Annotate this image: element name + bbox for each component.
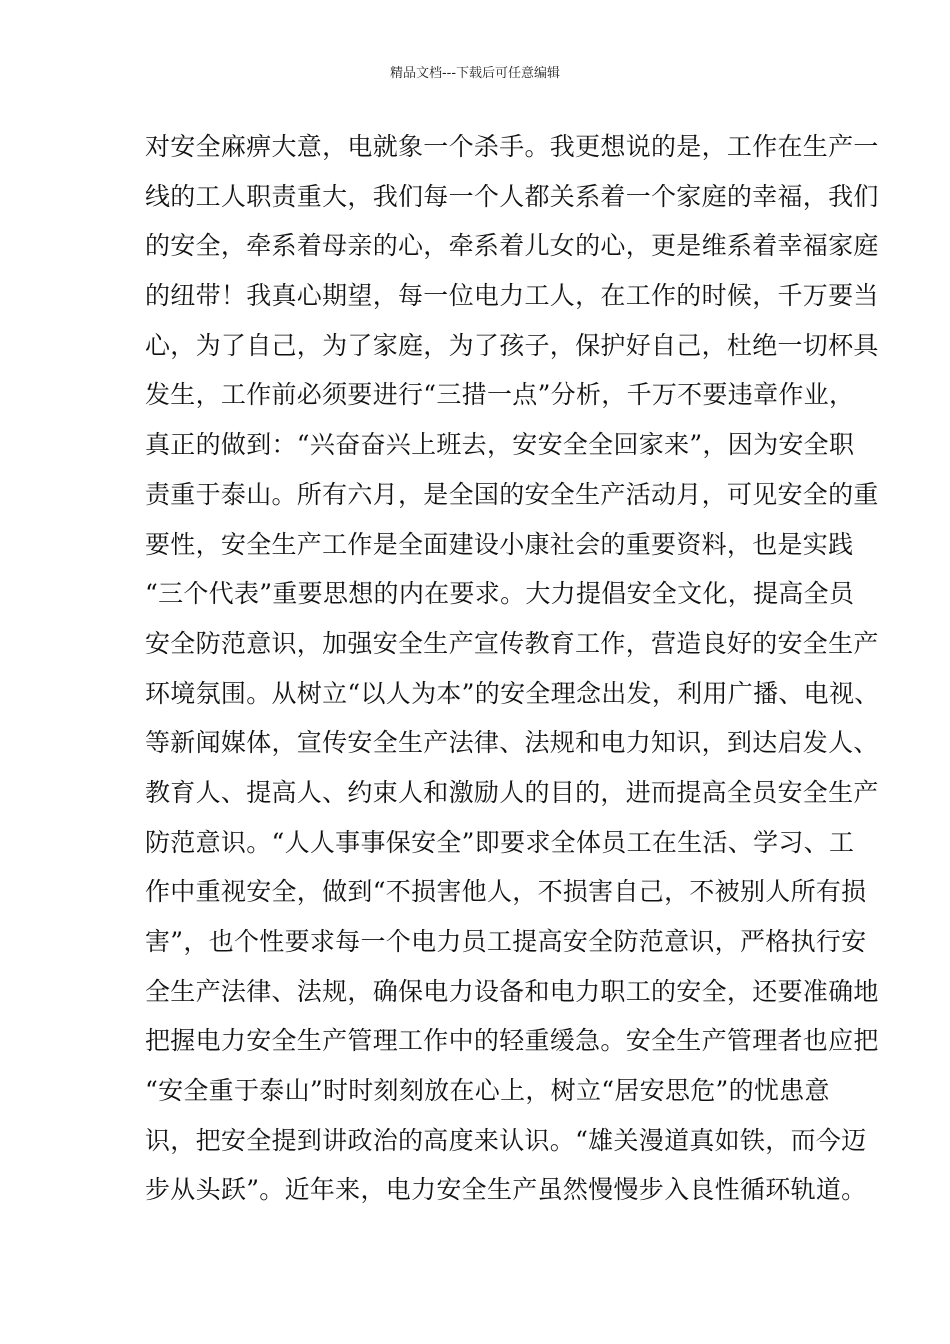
text-line: 真正的做到：“兴奋奋兴上班去，安安全全回家来”，因为安全职: [145, 430, 855, 460]
text-line: 发生，工作前必须要进行“三措一点”分析，千万不要违章作业，: [145, 380, 855, 410]
text-line: 心，为了自己，为了家庭，为了孩子，保护好自己，杜绝一切杯具: [145, 330, 879, 360]
text-line: 把握电力安全生产管理工作中的轻重缓急。安全生产管理者也应把: [145, 1026, 879, 1056]
text-line: 教育人、提高人、约束人和激励人的目的，进而提高全员安全生产: [145, 777, 879, 807]
body-text: [145, 130, 880, 1223]
text-line: 环境氛围。从树立“以人为本”的安全理念出发，利用广播、电视、: [145, 678, 880, 708]
text-line: 识，把安全提到讲政治的高度来认识。“雄关漫道真如铁，而今迈: [145, 1125, 867, 1155]
text-line: 对安全麻痹大意，电就象一个杀手。我更想说的是，工作在生产一: [145, 132, 879, 161]
text-line: 安全防范意识，加强安全生产宣传教育工作，营造良好的安全生产: [145, 628, 879, 658]
page-header: 精品文档---下载后可任意编辑: [389, 66, 561, 81]
text-line: “安全重于泰山”时时刻刻放在心上，树立“居安思危”的忧患意: [145, 1076, 830, 1106]
text-line: 的纽带！我真心期望，每一位电力工人，在工作的时候，千万要当: [145, 281, 879, 311]
text-line: 步从头跃”。近年来，电力安全生产虽然慢慢步入良性循环轨道。: [145, 1175, 867, 1205]
text-line: “三个代表”重要思想的内在要求。大力提倡安全文化，提高全员: [145, 579, 855, 609]
text-line: 等新闻媒体，宣传安全生产法律、法规和电力知识，到达启发人、: [145, 728, 879, 758]
text-line: 线的工人职责重大，我们每一个人都关系着一个家庭的幸福，我们: [145, 181, 879, 211]
text-line: 作中重视安全，做到“不损害他人，不损害自己，不被别人所有损: [145, 877, 867, 907]
text-line: 的安全，牵系着母亲的心，牵系着儿女的心，更是维系着幸福家庭: [145, 231, 879, 261]
text-line: 防范意识。“人人事事保安全”即要求全体员工在生活、学习、工: [145, 827, 855, 857]
text-line: 全生产法律、法规，确保电力设备和电力职工的安全，还要准确地: [145, 976, 879, 1006]
text-line: 害”，也个性要求每一个电力员工提高安全防范意识，严格执行安: [145, 927, 867, 956]
text-line: 责重于泰山。所有六月，是全国的安全生产活动月，可见安全的重: [145, 479, 879, 509]
text-line: 要性，安全生产工作是全面建设小康社会的重要资料，也是实践: [145, 529, 854, 559]
